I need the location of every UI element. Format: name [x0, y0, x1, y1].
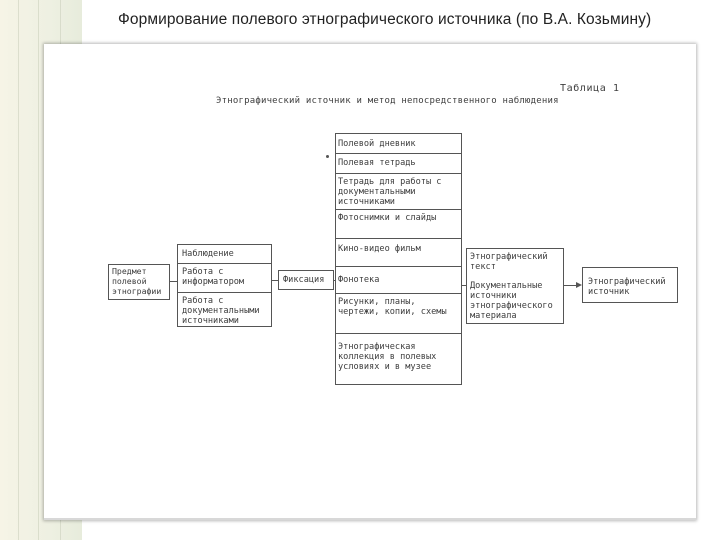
result-label: Этнографический источник	[588, 277, 666, 297]
method-informant: Работа с информатором	[182, 267, 245, 287]
fixation-label: Фиксация	[283, 275, 325, 285]
source-documents: Документальные источники этнографического материала	[470, 281, 553, 321]
form-collection: Этнографическая коллекция в полевых условиях и в музее	[338, 342, 437, 372]
connector-methods-fixation	[272, 280, 278, 281]
form-documents-notebook: Тетрадь для работы с документальными источниками	[338, 177, 442, 207]
stray-mark	[326, 155, 329, 158]
method-documents: Работа с документальными источниками	[182, 296, 260, 326]
document-table-label: Таблица 1	[560, 83, 620, 94]
form-drawings: Рисунки, планы, чертежи, копии, схемы	[338, 297, 447, 317]
form-field-notebook: Полевая тетрадь	[338, 158, 416, 168]
form-photos: Фотоснимки и слайды	[338, 213, 437, 223]
connector-forms-sources	[462, 285, 466, 286]
connector-fixation-forms	[334, 280, 335, 281]
connector-sources-result	[564, 285, 576, 286]
form-field-diary: Полевой дневник	[338, 139, 416, 149]
method-observation: Наблюдение	[182, 249, 234, 259]
arrow-to-result	[576, 282, 582, 288]
form-film: Кино-видео фильм	[338, 244, 421, 254]
slide-title: Формирование полевого этнографического источника (по В.А. Козьмину)	[118, 11, 652, 28]
document-heading: Этнографический источник и метод непосредственного наблюдения	[216, 96, 559, 106]
connector-subject-methods	[170, 281, 177, 282]
subject-label: Предмет полевой этнографии	[112, 266, 162, 296]
source-text: Этнографический текст	[470, 252, 548, 272]
form-phonotheque: Фонотека	[338, 275, 380, 285]
